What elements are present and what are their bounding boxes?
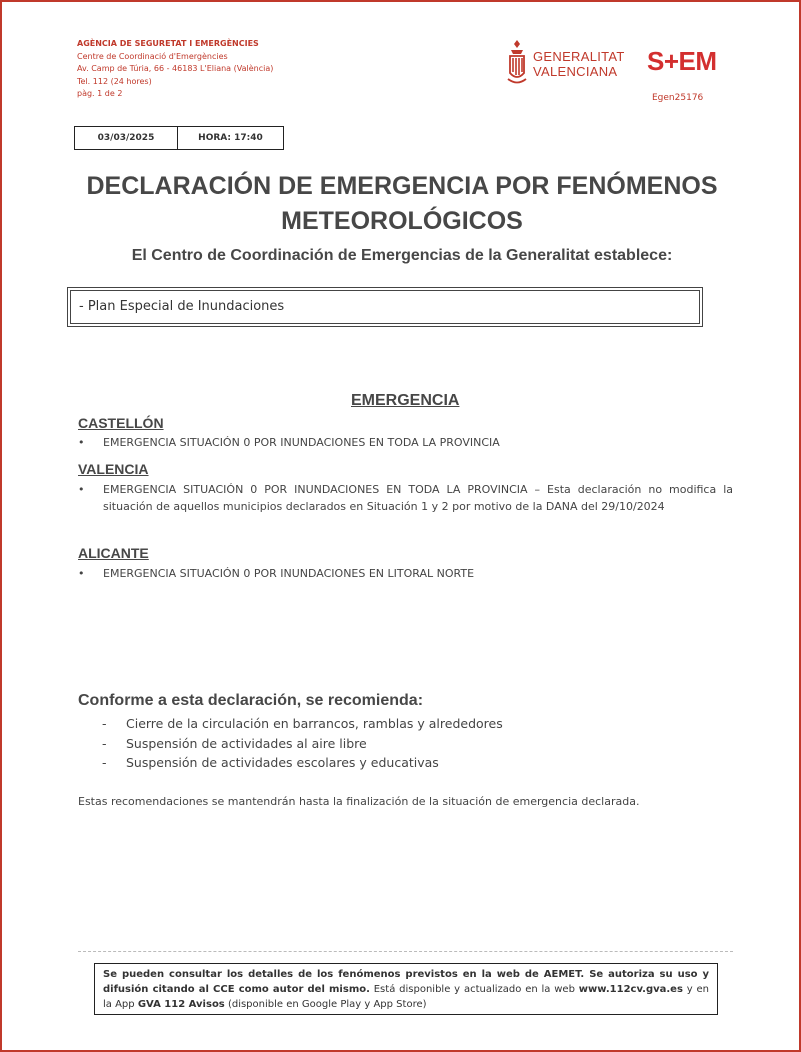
province-heading: CASTELLÓN [78,415,164,431]
province-heading: ALICANTE [78,545,149,561]
bullet-icon: • [78,483,85,496]
agency-name: AGÈNCIA DE SEGURETAT I EMERGÈNCIES [77,39,259,48]
page-title [42,169,762,239]
header-contact [77,38,273,101]
dash-icon: - [102,736,107,751]
plan-text: - Plan Especial de Inundaciones [79,299,285,314]
footer-bold-1: Se pueden consultar los detalles de los fenómenos previstos en la web de AEMET. Se autoriza su uso y difusión citando al CCE como autor del mismo. [103,969,709,995]
note: Estas recomendaciones se mantendrán hasta la finalización de la situación de emergencia declarada. [78,795,640,808]
footer-link[interactable]: www.112cv.gva.es [578,984,683,995]
footer-app-name: GVA 112 Avisos [137,999,225,1010]
list-item [78,434,733,451]
time: HORA: 17:40 [198,133,263,143]
sem-logo: S+EM [647,46,717,76]
item-text: EMERGENCIA SITUACIÓN 0 POR INUNDACIONES EN TODA LA PROVINCIA – Esta declaración no modifica la situación de aquellos municipios declarados en Situación 1 y 2 por motivo de la DANA del 29/10/2024 [103,483,733,513]
date-time-box [74,126,284,150]
footer-box [94,963,718,1015]
subtitle: El Centro de Coordinación de Emergencias de la Generalitat establece: [131,247,673,264]
document-code: Egen25176 [652,93,704,103]
recommendation-item [102,716,503,731]
date: 03/03/2025 [75,127,178,149]
footer-text-2: y en la App [103,984,710,1010]
plan-box [70,290,700,324]
recommendation-text: Suspensión de actividades al aire libre [126,736,367,751]
item-text: EMERGENCIA SITUACIÓN 0 POR INUNDACIONES EN TODA LA PROVINCIA [103,436,500,449]
separator [78,951,733,952]
coat-of-arms-icon [506,39,528,89]
province-heading: VALENCIA [78,461,149,477]
list-item [78,481,733,515]
bullet-icon: • [78,436,85,449]
recommendation-item [102,736,367,751]
phone: Tel. 112 (24 hores) [77,76,152,86]
recommendations-heading: Conforme a esta declaración, se recomienda: [78,692,424,709]
dash-icon: - [102,716,107,731]
center-name: Centre de Coordinació d'Emergències [77,51,228,61]
list-item [78,565,733,582]
bullet-icon: • [78,567,85,580]
logo-line-1: GENERALITAT [533,49,625,64]
footer-text-3: (disponible en Google Play y App Store) [224,999,427,1010]
page-number: pàg. 1 de 2 [77,89,123,98]
recommendation-item [102,755,439,770]
dash-icon: - [102,755,107,770]
recommendation-text: Cierre de la circulación en barrancos, ramblas y alrededores [126,716,503,731]
logo-line-2: VALENCIANA [533,64,618,79]
address: Av. Camp de Túria, 66 - 46183 L'Eliana (València) [77,64,274,73]
title-line-2: METEOROLÓGICOS [281,207,523,235]
generalitat-logo [506,39,625,89]
item-text: EMERGENCIA SITUACIÓN 0 POR INUNDACIONES EN LITORAL NORTE [103,567,475,580]
section-title: EMERGENCIA [351,392,460,409]
footer-text-1: Está disponible y actualizado en la web [369,984,579,995]
title-line-1: DECLARACIÓN DE EMERGENCIA POR FENÓMENOS [86,172,718,200]
recommendation-text: Suspensión de actividades escolares y educativas [126,755,439,770]
